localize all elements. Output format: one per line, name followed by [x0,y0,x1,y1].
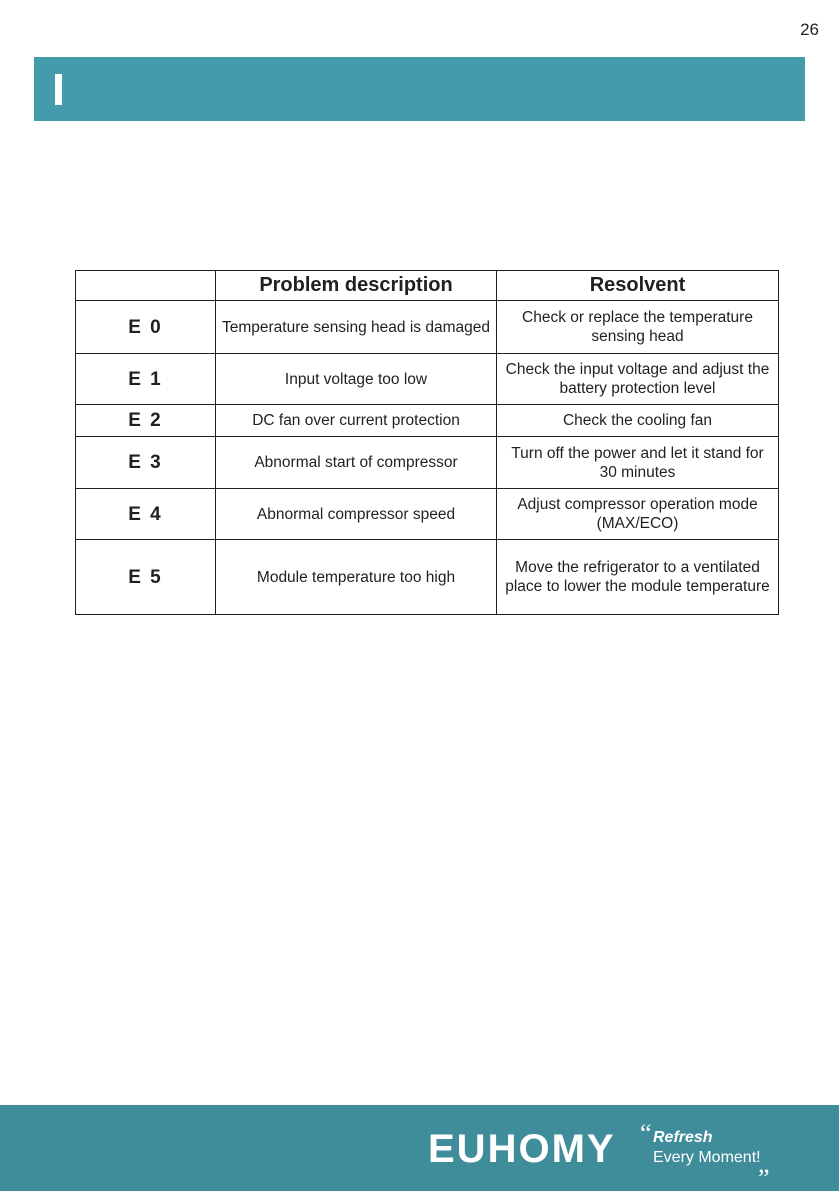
resolvent: Move the refrigerator to a ventilated place to lower the module temperature [497,540,779,615]
resolvent: Turn off the power and let it stand for 30 minutes [497,437,779,489]
resolvent: Adjust compressor operation mode (MAX/ECO) [497,489,779,540]
resolvent: Check the input voltage and adjust the battery protection level [497,354,779,405]
table-header-row [76,271,779,301]
error-code-table [75,270,779,615]
error-code: E 4 [76,489,216,540]
table-row [76,301,779,354]
header-resolvent: Resolvent [497,271,779,301]
brand-logo: EUHOMY [428,1127,616,1171]
problem-description: Module temperature too high [216,540,497,615]
banner-mark [55,74,62,105]
table-row [76,489,779,540]
resolvent: Check or replace the temperature sensing head [497,301,779,354]
resolvent: Check the cooling fan [497,405,779,437]
page-number: 26 [800,20,819,39]
header-problem: Problem description [216,271,497,301]
problem-description: Abnormal start of compressor [216,437,497,489]
footer-bar [0,1105,839,1191]
table-row [76,354,779,405]
header-code [76,271,216,301]
problem-description: Abnormal compressor speed [216,489,497,540]
quote-close-icon: „ [758,1149,770,1178]
problem-description: Temperature sensing head is damaged [216,301,497,354]
error-code: E 1 [76,354,216,405]
problem-description: Input voltage too low [216,354,497,405]
error-code: E 3 [76,437,216,489]
error-code: E 2 [76,405,216,437]
table-row [76,437,779,489]
slogan-line-1: Refresh [653,1129,713,1146]
slogan-line-2: Every Moment! [653,1149,761,1166]
problem-description: DC fan over current protection [216,405,497,437]
table-row [76,405,779,437]
quote-open-icon: “ [640,1119,652,1148]
table-row [76,540,779,615]
section-banner [34,57,805,121]
error-code: E 0 [76,301,216,354]
error-code: E 5 [76,540,216,615]
